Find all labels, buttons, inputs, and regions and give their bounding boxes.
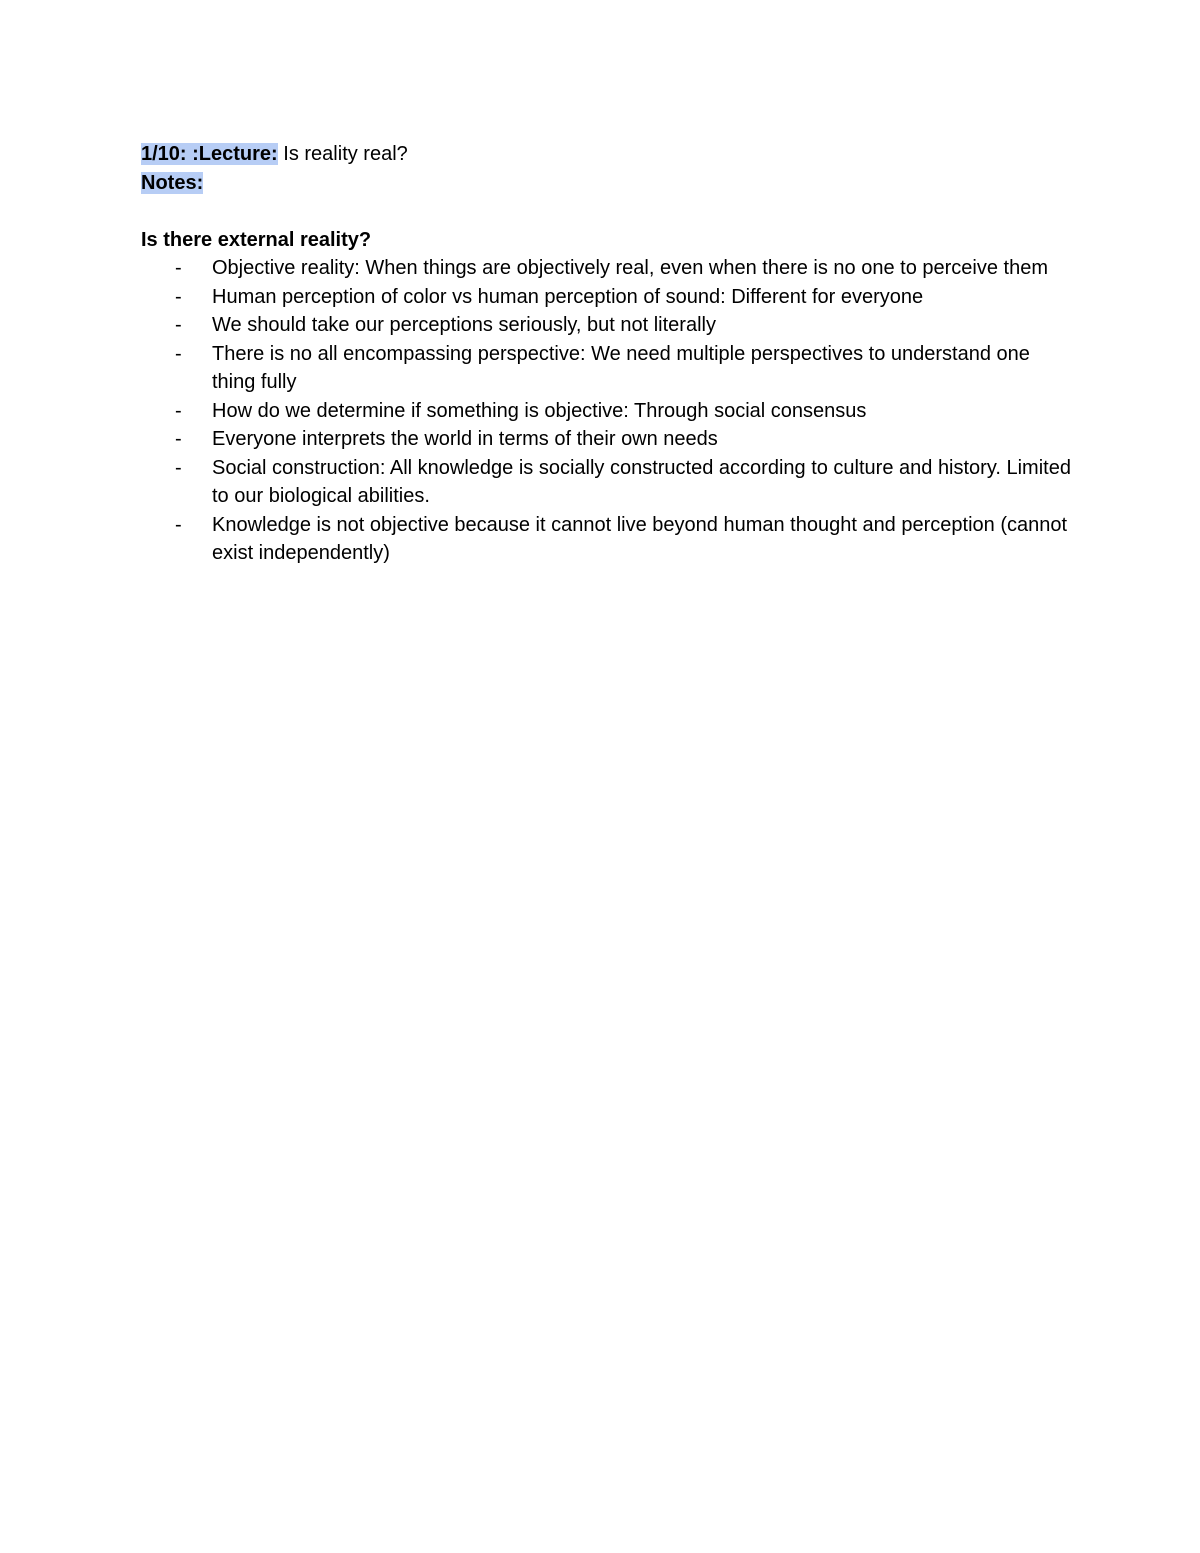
bullet-dash: - [175,257,182,279]
list-item-text: Everyone interprets the world in terms of their own needs [212,428,718,450]
list-item [141,397,1072,426]
bullet-dash: - [175,456,182,479]
list-item [141,311,1072,340]
bullet-dash: - [175,399,182,422]
lecture-date-label: 1/10: :Lecture: [141,143,278,165]
notes-line [141,169,1071,198]
list-item-text: Knowledge is not objective because it cannot live beyond human thought and perception (cannot exist independently) [212,513,1068,564]
list-item [141,283,1072,312]
bullet-dash: - [175,428,182,450]
list-item-text: How do we determine if something is objective: Through social consensus [212,399,867,422]
section-heading: Is there external reality? [141,228,372,251]
list-item [141,340,1072,397]
document-page [141,140,1071,568]
list-item [141,454,1072,511]
notes-label: Notes: [141,171,204,194]
list-item [141,254,1072,283]
blank-line [141,197,1071,226]
list-item [141,511,1072,568]
list-item-text: Human perception of color vs human perception of sound: Different for everyone [212,285,924,308]
lecture-title: Is reality real? [283,143,408,165]
bullet-list [141,254,1071,568]
list-item [141,425,1072,454]
bullet-dash: - [175,513,182,536]
list-item-text: Objective reality: When things are objectively real, even when there is no one to perceive them [212,257,1048,279]
bullet-dash: - [175,314,182,336]
bullet-dash: - [175,285,182,308]
lecture-header-line [141,140,1071,169]
list-item-text: We should take our perceptions seriously, but not literally [212,314,716,336]
bullet-dash: - [175,342,182,365]
list-item-text: Social construction: All knowledge is socially constructed according to culture and history. Limited to our biological abilities. [212,456,1071,507]
list-item-text: There is no all encompassing perspective: We need multiple perspectives to understand one thing fully [212,342,1030,393]
